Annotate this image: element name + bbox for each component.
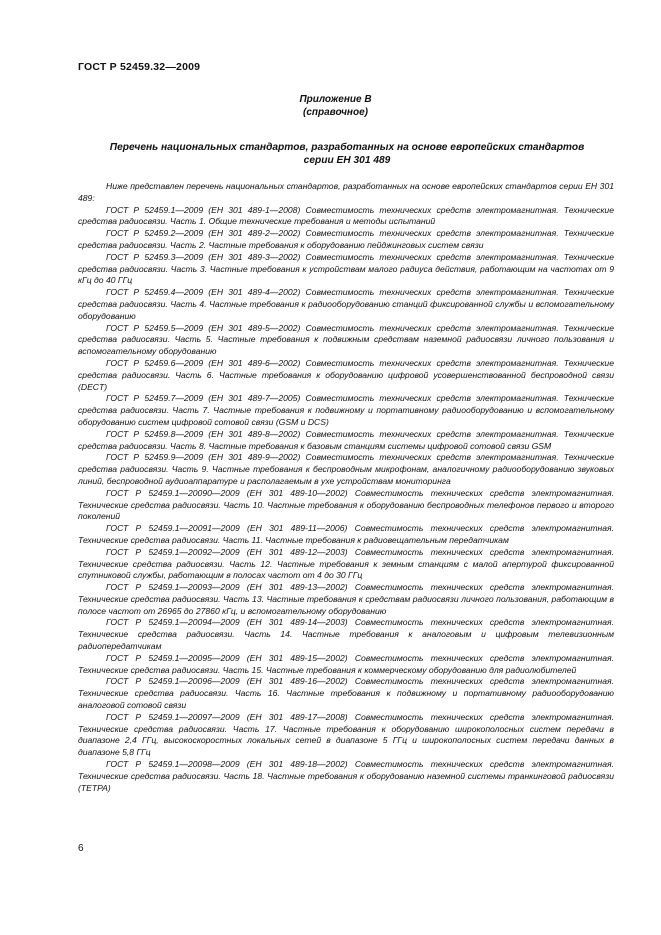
intro-paragraph: Ниже представлен перечень национальных стандартов, разработанных на основе европейских стандартов серии ЕН 301 489: xyxy=(78,181,614,203)
section-title-line-1: Перечень национальных стандартов, разработанных на основе европейских стандартов xyxy=(109,142,585,153)
standards-list xyxy=(78,181,614,794)
standard-entry: ГОСТ Р 52459.1—20098—2009 (ЕН 301 489-18—2002) Совместимость технических средств электромагнитная. Технические средства радиосвязи. Часть 18. Частные требования к оборудованию наземной системы транкинговой радиосвязи (ТЕТРА) xyxy=(78,759,614,793)
standard-entry: ГОСТ Р 52459.6—2009 (ЕН 301 489-6—2002) Совместимость технических средств электромагнитная. Технические средства радиосвязи. Часть 6. Частные требования к оборудованию цифровой усовершенствованной беспроводной связи (DECT) xyxy=(78,357,614,392)
standard-entry: ГОСТ Р 52459.1—20090—2009 (ЕН 301 489-10—2002) Совместимость технических средств электромагнитная. Технические средства радиосвязи. Часть 10. Частные требования к оборудованию беспроводных телефонов первого и второго поколений xyxy=(78,487,614,522)
appendix-heading xyxy=(0,93,661,119)
standard-entry: ГОСТ Р 52459.1—20091—2009 (ЕН 301 489-11—2006) Совместимость технических средств электромагнитная. Технические средства радиосвязи. Часть 11. Частные требования к радиовещательным передатчикам xyxy=(78,523,614,545)
standard-entry: ГОСТ Р 52459.1—20096—2009 (ЕН 301 489-16—2002) Совместимость технических средств электромагнитная. Технические средства радиосвязи. Часть 16. Частные требования к подвижному и портативному радиооборудованию аналоговой сотовой связи xyxy=(78,676,614,711)
standard-entry: ГОСТ Р 52459.1—20093—2009 (ЕН 301 489-13—2002) Совместимость технических средств электромагнитная. Технические средства радиосвязи. Часть 13. Частные требования к средствам радиосвязи личного пользования, работающим в полосе частот от 26965 до 27860 кГц, и вспомогательному оборудованию xyxy=(78,582,614,616)
standard-entry: ГОСТ Р 52459.1—2009 (ЕН 301 489-1—2008) Совместимость технических средств электромагнитная. Технические средства радиосвязи. Часть 1. Общие технические требования и методы испытаний xyxy=(78,204,614,227)
standard-entry: ГОСТ Р 52459.8—2009 (ЕН 301 489-8—2002) Совместимость технических средств электромагнитная. Технические средства радиосвязи. Часть 8. Частные требования к базовым станциям системы цифровой сотовой связи GSM xyxy=(78,428,614,451)
page-number: 6 xyxy=(78,843,84,854)
section-title-line-2: серии ЕН 301 489 xyxy=(303,155,391,166)
standard-entry: ГОСТ Р 52459.2—2009 (ЕН 301 489-2—2002) Совместимость технических средств электромагнитная. Технические средства радиосвязи. Часть 2. Частные требования к оборудованию пейджинговых систем связи xyxy=(78,228,614,250)
standard-entry: ГОСТ Р 52459.7—2009 (ЕН 301 489-7—2005) Совместимость технических средств электромагнитная. Технические средства радиосвязи. Часть 7. Частные требования к подвижному и портативному радиооборудованию и вспомогательному оборудованию систем цифровой сотовой связи (GSM и DCS) xyxy=(78,393,614,427)
standard-entry: ГОСТ Р 52459.9—2009 (ЕН 301 489-9—2002) Совместимость технических средств электромагнитная. Технические средства радиосвязи. Часть 9. Частные требования к беспроводным микрофонам, аналогичному радиооборудованию звуковых линий, беспроводной аудиоаппаратуре и располагаемым в ухе устройствам мониторинга xyxy=(78,452,614,486)
standard-entry: ГОСТ Р 52459.4—2009 (ЕН 301 489-4—2002) Совместимость технических средств электромагнитная. Технические средства радиосвязи. Часть 4. Частные требования к радиооборудованию станций фиксированной службы и вспомогательному оборудованию xyxy=(78,287,614,321)
standard-entry: ГОСТ Р 52459.1—20095—2009 (ЕН 301 489-15—2002) Совместимость технических средств электромагнитная. Технические средства радиосвязи. Часть 15. Частные требования к коммерческому оборудованию для радиолюбителей xyxy=(78,652,614,675)
standard-entry: ГОСТ Р 52459.1—20092—2009 (ЕН 301 489-12—2003) Совместимость технических средств электромагнитная. Технические средства радиосвязи. Часть 12. Частные требования к земным станциям с малой апертурой фиксированной спутниковой службы, работающим в полосах частот от 4 до 30 ГГц xyxy=(78,546,614,581)
standard-entry: ГОСТ Р 52459.3—2009 (ЕН 301 489-3—2002) Совместимость технических средств электромагнитная. Технические средства радиосвязи. Часть 3. Частные требования к устройствам малого радиуса действия, работающим на частотах от 9 кГц до 40 ГГц xyxy=(78,251,614,286)
standard-entry: ГОСТ Р 52459.5—2009 (ЕН 301 489-5—2002) Совместимость технических средств электромагнитная. Технические средства радиосвязи. Часть 5. Частные требования к подвижным средствам наземной радиосвязи личного пользования и вспомогательному оборудованию xyxy=(78,322,614,357)
section-title xyxy=(78,141,616,167)
appendix-label: Приложение В xyxy=(299,94,372,105)
standard-entry: ГОСТ Р 52459.1—20097—2009 (ЕН 301 489-17—2008) Совместимость технических средств электромагнитная. Технические средства радиосвязи. Часть 17. Частные требования к оборудованию широкополосных систем передачи в диапазоне 2,4 ГГц, высокоскоростных локальных сетей в диапазоне 5 ГГц и широкополосных систем передачи данных в диапазоне 5,8 ГГц xyxy=(78,711,614,758)
standard-entry: ГОСТ Р 52459.1—20094—2009 (ЕН 301 489-14—2003) Совместимость технических средств электромагнитная. Технические средства радиосвязи. Часть 14. Частные требования к аналоговым и цифровым телевизионным радиопередатчикам xyxy=(78,617,614,652)
appendix-kind: (справочное) xyxy=(303,107,368,118)
document-header: ГОСТ Р 52459.32—2009 xyxy=(78,61,201,73)
